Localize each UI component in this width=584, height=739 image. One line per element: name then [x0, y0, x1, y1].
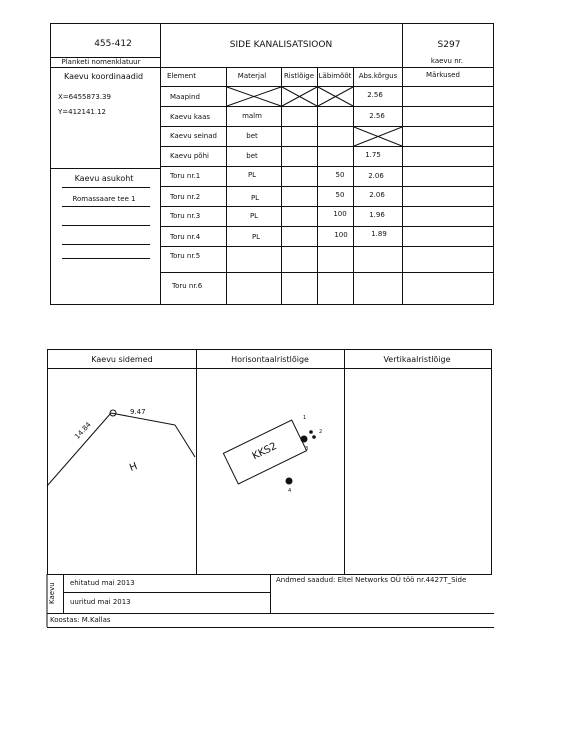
row-material: malm	[242, 112, 262, 120]
coord-y: Y=412141.12	[58, 108, 106, 116]
location-address: Romassaare tee 1	[72, 195, 136, 203]
col-header-diameter: Läbimõõt	[318, 72, 352, 80]
data-source: Andmed saadud: Eltel Networks OÜ töö nr.4427T_Side	[276, 576, 467, 584]
tie-label: H	[128, 461, 140, 474]
row-element: Toru nr.4	[170, 233, 201, 241]
tie-distance-1: 14.84	[73, 420, 93, 441]
row-abs: 2.06	[369, 191, 385, 199]
pipe-number: 4	[288, 488, 292, 494]
coords-label: Kaevu koordinaadid	[64, 72, 144, 81]
row-abs: 1.89	[371, 230, 387, 238]
row-material: bet	[246, 132, 258, 140]
pipe-number: 3	[305, 446, 309, 452]
well-no-label: kaevu nr.	[430, 57, 464, 65]
nomenclature-label: Planketi nomenklatuur	[61, 58, 141, 66]
row-element: Kaevu seinad	[170, 132, 217, 140]
row-element: Toru nr.2	[170, 193, 201, 201]
row-abs: 2.56	[369, 112, 385, 120]
section-ties: Kaevu sidemed	[91, 355, 153, 364]
row-element: Toru nr.1	[170, 172, 201, 180]
row-element: Toru nr.5	[170, 252, 201, 260]
row-material: PL	[247, 171, 257, 179]
row-material: PL	[249, 212, 259, 220]
well-id: S297	[437, 40, 461, 50]
row-material: PL	[250, 194, 260, 202]
row-element: Toru nr.6	[172, 282, 203, 290]
row-abs: 1.75	[365, 151, 381, 159]
row-element: Maapind	[170, 93, 200, 101]
pipe-number: 1	[303, 415, 307, 421]
pipe-dot	[301, 436, 308, 443]
row-element: Kaevu põhi	[170, 152, 209, 160]
row-diameter: 50	[335, 191, 345, 199]
surveyed-date: uuritud mai 2013	[70, 598, 131, 606]
page-title: SIDE KANALISATSIOON	[229, 40, 333, 50]
row-material: bet	[246, 152, 258, 160]
col-header-notes: Märkused	[426, 71, 460, 79]
pipe-number: 2	[319, 429, 323, 435]
footer-side-label: Kaevu	[48, 582, 56, 604]
well-label: KKS2	[250, 440, 279, 463]
pipe-dot	[309, 430, 313, 434]
section-horizontal: Horisontaalristlõige	[231, 355, 309, 364]
location-label: Kaevu asukoht	[74, 174, 134, 183]
row-abs: 1.96	[369, 211, 385, 219]
coord-x: X=6455873.39	[58, 93, 111, 101]
row-element: Toru nr.3	[170, 212, 201, 220]
col-header-material: Materjal	[237, 72, 267, 80]
col-header-cross: Ristlõige	[283, 72, 315, 80]
row-abs: 2.56	[367, 91, 383, 99]
row-diameter: 100	[334, 231, 348, 239]
pipe-dot	[312, 435, 316, 439]
row-material: PL	[251, 233, 261, 241]
col-header-element: Element	[167, 72, 196, 80]
row-abs: 2.06	[368, 172, 384, 180]
col-header-abs: Abs.kõrgus	[358, 72, 398, 80]
section-vertical: Vertikaalristlõige	[383, 355, 451, 364]
tie-distance-2: 9.47	[130, 408, 146, 416]
row-diameter: 100	[333, 210, 347, 218]
row-element: Kaevu kaas	[170, 113, 211, 121]
row-diameter: 50	[335, 171, 345, 179]
pipe-dot	[286, 478, 293, 485]
built-date: ehitatud mai 2013	[70, 579, 135, 587]
author: Koostas: M.Kallas	[50, 616, 111, 624]
drawing-code: 455-412	[94, 39, 132, 49]
